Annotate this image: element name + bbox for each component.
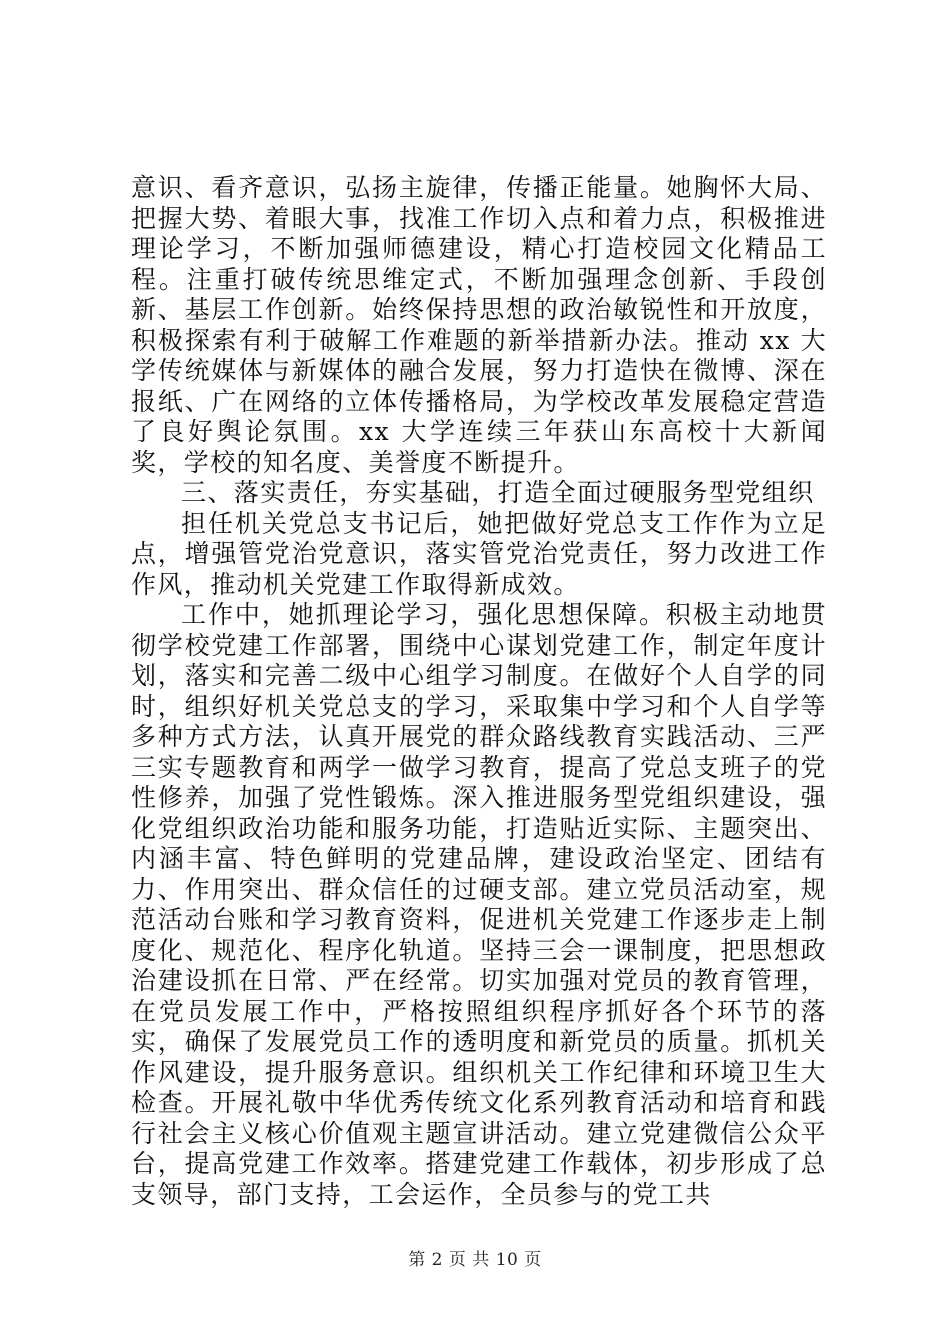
section-heading: 三、落实责任，夯实基础，打造全面过硬服务型党组织 — [181, 478, 815, 507]
page-number-footer: 第 2 页 共 10 页 — [408, 1250, 542, 1270]
paragraph-continuation: 意识、看齐意识，弘扬主旋律，传播正能量。她胸怀大局、把握大势、着眼大事，找准工作切入点和着力点，积极推进理论学习，不断加强师德建设，精心打造校园文化精品工程。注重打破传统思维定式，不断加强理念创新、手段创新、基层工作创新。始终保持思想的政治敏锐性和开放度，积极探索有利于破解工作难题的新举措新办法。推动 xx 大学传统媒体与新媒体的融合发展，努力打造快在微博、深在报纸、广在网络的立体传播格局，为学校改革发展稳定营造了良好舆论氛围。xx 大学连续三年获山东高校十大新闻奖，学校的知名度、美誉度不断提升。 — [131, 173, 827, 477]
document-body — [131, 173, 827, 1210]
paragraph: 担任机关党总支书记后，她把做好党总支工作作为立足点，增强管党治党意识，落实管党治党责任，努力改进工作作风，推动机关党建工作取得新成效。 — [131, 508, 827, 599]
paragraph: 工作中，她抓理论学习，强化思想保障。积极主动地贯彻学校党建工作部署，围绕中心谋划党建工作，制定年度计划，落实和完善二级中心组学习制度。在做好个人自学的同时，组织好机关党总支的学习，采取集中学习和个人自学等多种方式方法，认真开展党的群众路线教育实践活动、三严三实专题教育和两学一做学习教育，提高了党总支班子的党性修养，加强了党性锻炼。深入推进服务型党组织建设，强化党组织政治功能和服务功能，打造贴近实际、主题突出、内涵丰富、特色鲜明的党建品牌，建设政治坚定、团结有力、作用突出、群众信任的过硬支部。建立党员活动室，规范活动台账和学习教育资料，促进机关党建工作逐步走上制度化、规范化、程序化轨道。坚持三会一课制度，把思想政治建设抓在日常、严在经常。切实加强对党员的教育管理，在党员发展工作中，严格按照组织程序抓好各个环节的落实，确保了发展党员工作的透明度和新党员的质量。抓机关作风建设，提升服务意识。组织机关工作纪律和环境卫生大检查。开展礼敬中华优秀传统文化系列教育活动和培育和践行社会主义核心价值观主题宣讲活动。建立党建微信公众平台，提高党建工作效率。搭建党建工作载体，初步形成了总支领导，部门支持，工会运作，全员参与的党工共 — [131, 600, 827, 1209]
